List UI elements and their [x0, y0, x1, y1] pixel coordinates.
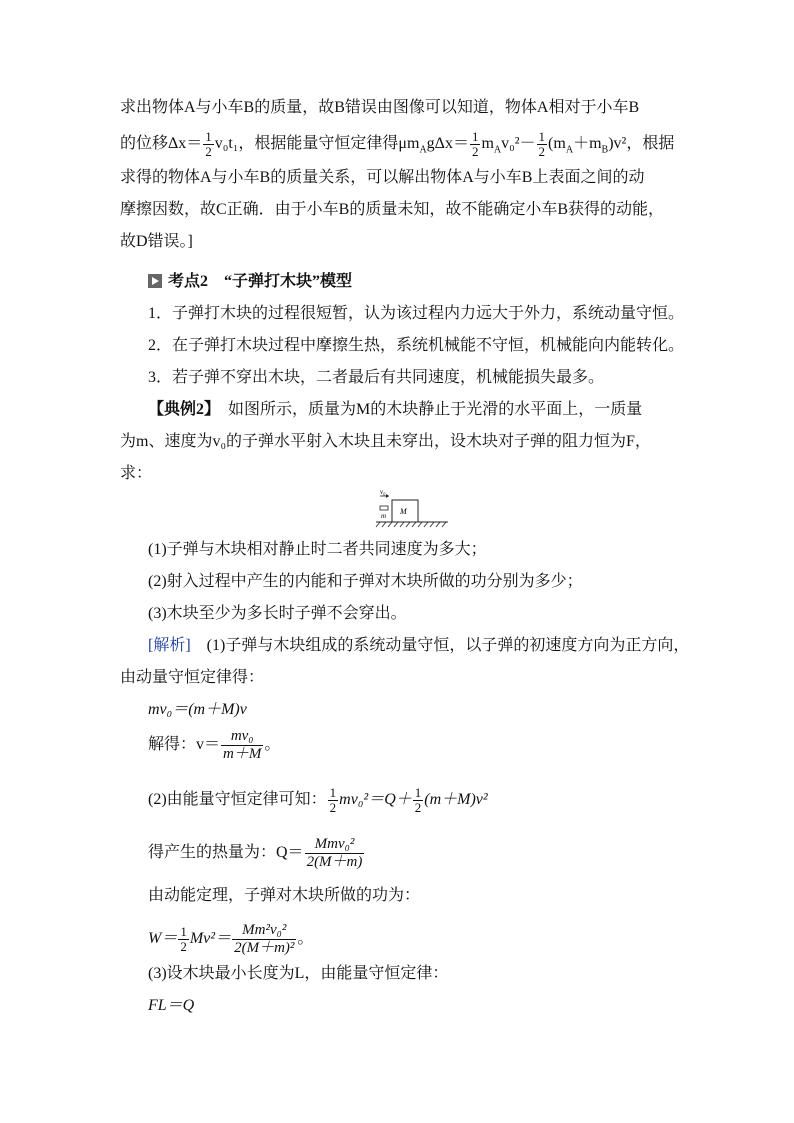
list-item: 2．在子弹打木块过程中摩擦生热，系统机械能不守恒，机械能向内能转化。 — [148, 337, 685, 354]
solution-tag: [解析] — [148, 637, 191, 654]
text-line: 摩擦因数，故C正确．由于小车B的质量未知，故不能确定小车B获得的动能， — [120, 201, 665, 218]
fraction-half: $\frac{1}{2}$ — [414, 785, 422, 815]
example-tag: 【典例2】 — [148, 401, 213, 418]
text-run: gΔx＝ — [426, 135, 469, 153]
block-mass-label: M — [400, 507, 407, 516]
bullet-shape — [380, 506, 388, 510]
bullet-mass-label: m — [381, 512, 387, 520]
example-line: 为m、速度为v₀的子弹水平射入木块且未穿出，设木块对子弹的阻力恒为F， — [120, 433, 651, 450]
question-item: (3)木块至少为多长时子弹不会穿出。 — [148, 605, 407, 622]
equation: 得产生的热量为：Q＝ $\frac{\text{Mmv₀²}}{2(M+m)}$ — [148, 836, 363, 870]
solution-line: [解析] (1)子弹与木块组成的系统动量守恒，以子弹的初速度方向为正方向， — [148, 637, 690, 654]
fraction-half: $\frac{1}{2}$ — [471, 129, 479, 159]
text-run: 的位移Δx＝ — [120, 135, 203, 153]
section-heading: 考点2 “子弹打木块”模型 — [148, 272, 708, 292]
fraction: $\frac{\text{Mmv₀²}}{2(M+m)}$ — [306, 836, 363, 870]
fraction-half: $\frac{1}{2}$ — [329, 785, 337, 815]
fraction: $\frac{\text{mv₀}}{m+M}$ — [223, 728, 262, 762]
solution-line: 由动能定理，子弹对木块所做的功为： — [148, 887, 421, 904]
text-line: 求出物体A与小车B的质量，故B错误由图像可以知道，物体A相对于小车B — [120, 99, 640, 116]
equation: W＝ $\frac{1}{2}$ Mv²＝ $\frac{\text{Mm²v₀²}}{\text{2(M＋m)²}}$ 。 — [148, 922, 314, 956]
fraction-half: $\frac{1}{2}$ — [205, 129, 212, 159]
example-line: 【典例2】 如图所示，质量为M的木块静止于光滑的水平面上，一质量 — [148, 401, 643, 418]
list-item: 1．子弹打木块的过程很短暂，认为该过程内力远大于外力，系统动量守恒。 — [148, 305, 685, 322]
velocity-label: v₀ — [380, 488, 386, 496]
solution-line: (3)设木块最小长度为L，由能量守恒定律： — [148, 965, 449, 982]
question-item: (1)子弹与木块相对静止时二者共同速度为多大； — [148, 541, 487, 558]
bullet-block-diagram — [372, 488, 452, 532]
equation: FL＝Q — [148, 997, 195, 1014]
fraction-half: $\frac{1}{2}$ — [538, 129, 546, 159]
text-line: 故D错误。] — [120, 233, 193, 250]
text-line: 求得的物体A与小车B的质量关系，可以解出物体A与小车B上表面之间的动 — [120, 169, 645, 186]
text-line-formula: 的位移Δx＝ $\frac{1}{2}$ v₀t₁，根据能量守恒定律得$\mu m_Ag\Delta x=$ $\frac{1}{2}$ $m_Av_0^2-$ $\frac{1}{2}$ $(m_A+m_B)v^2$，根据 — [120, 129, 675, 159]
list-item: 3．若子弹不穿出木块，二者最后有共同速度，机械能损失最多。 — [148, 369, 605, 386]
fraction-half: $\frac{1}{2}$ — [180, 924, 187, 954]
solution-line: 由动量守恒定律得： — [120, 669, 265, 686]
text-run: v₀t₁，根据能量守恒定律得μm — [214, 135, 420, 153]
fraction: $\frac{\text{Mm²v₀²}}{\text{2(M＋m)²}}$ — [234, 922, 295, 956]
example-line: 求： — [120, 465, 153, 482]
equation: mv₀＝(m＋M)v — [148, 701, 247, 718]
question-item: (2)射入过程中产生的内能和子弹对木块所做的功分别为多少； — [148, 573, 583, 590]
equation: (2)由能量守恒定律可知： $\frac{1}{2}$ mv₀²＝Q＋ $\frac{1}{2}$ (m＋M)v² — [148, 785, 488, 815]
equation: 解得：v＝ $\frac{\text{mv₀}}{m+M}$ 。 — [148, 728, 281, 762]
play-triangle-icon — [148, 274, 162, 288]
